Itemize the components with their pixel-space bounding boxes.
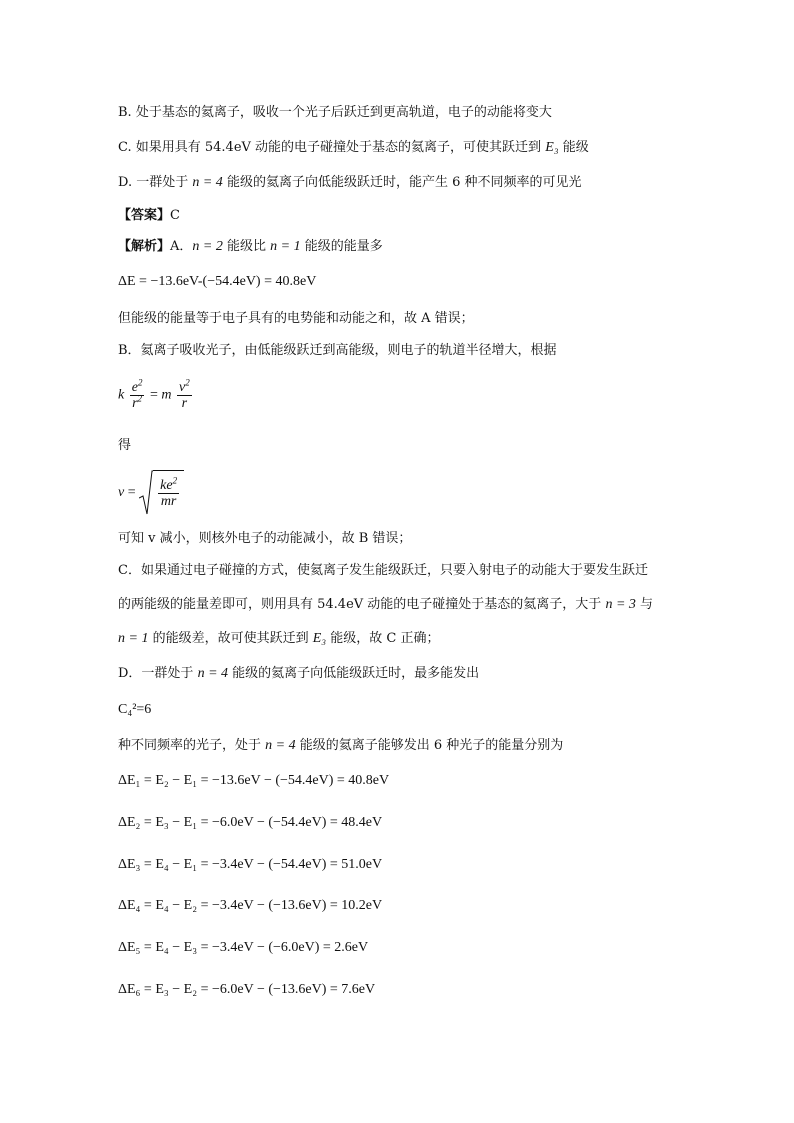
- coulomb-num-right: $v^2$: [178, 377, 190, 395]
- analysis-a-note-text: 但能级的能量等于电子具有的电势能和动能之和，故 A 错误；: [118, 311, 474, 326]
- n1-expr-c: n = 1: [118, 631, 149, 646]
- analysis-c-line3-end: 能级，故 C 正确；: [326, 631, 440, 646]
- analysis-d-line1-suffix: 能级的氦离子向低能级跃迁时，最多能发出: [228, 666, 480, 681]
- analysis-a-suffix: 能级的能量多: [300, 239, 383, 254]
- analysis-d-line1-prefix: D．一群处于: [118, 666, 198, 681]
- coulomb-num-left: $e^2$: [131, 377, 143, 395]
- velocity-radicand: [153, 470, 184, 516]
- coulomb-equals: =: [149, 387, 158, 403]
- n4-expr: n = 4: [192, 175, 223, 190]
- energy-equation-1: ΔE₁ = E₂ − E₁ = −13.6eV − (−54.4eV) = 40.8eV: [118, 773, 390, 788]
- energy-equation-4: ΔE₄ = E₄ − E₂ = −3.4eV − (−13.6eV) = 10.2eV: [118, 898, 383, 913]
- coulomb-equation: [118, 377, 194, 420]
- answer-value: C: [170, 208, 180, 223]
- coulomb-den-left: $r^2$: [132, 393, 143, 411]
- velocity-sqrt: [139, 470, 184, 516]
- n4-expr-d: n = 4: [197, 666, 229, 681]
- velocity-v: v: [118, 485, 125, 500]
- energy-equation: [118, 981, 375, 999]
- analysis-b-de: [118, 437, 131, 455]
- analysis-c-line2-prefix: 的两能级的能量差即可，则用具有 54.4eV 动能的电子碰撞处于基态的氦离子，大于: [118, 597, 606, 612]
- energy-equation-6: ΔE₆ = E₃ − E₂ = −6.0eV − (−13.6eV) = 7.6eV: [118, 982, 376, 997]
- velocity-equals: =: [127, 485, 140, 500]
- energy-equation: [118, 814, 382, 832]
- combination-expr: [118, 701, 151, 719]
- answer-label: 【答案】: [118, 208, 171, 223]
- coulomb-k: k: [118, 387, 125, 403]
- velocity-equation: [118, 470, 184, 516]
- analysis-d-line2-suffix: 能级的氦离子能够发出 6 种光子的能量分别为: [295, 738, 564, 753]
- analysis-a-note: [118, 310, 474, 328]
- coulomb-m: m: [161, 387, 172, 403]
- option-c-suffix: 能级: [558, 140, 589, 155]
- analysis-a-prefix: A．: [170, 239, 193, 254]
- energy-equation-5: ΔE₅ = E₄ − E₃ = −3.4eV − (−6.0eV) = 2.6eV: [118, 940, 369, 955]
- n2-expr: n = 2: [192, 239, 223, 254]
- option-b: [118, 104, 552, 122]
- analysis-b-conclusion: [118, 530, 411, 548]
- energy-equation: [118, 939, 368, 957]
- option-d-prefix: D. 一群处于: [118, 175, 193, 190]
- energy-equation: [118, 856, 382, 874]
- option-c: [118, 139, 589, 157]
- n4-expr-d2: n = 4: [265, 738, 296, 753]
- analysis-b: [118, 342, 557, 360]
- coulomb-frac-right: [177, 377, 192, 411]
- analysis-c-line1: [118, 562, 648, 580]
- analysis-c-line2-suffix: 与: [635, 597, 654, 612]
- option-d: [118, 174, 581, 192]
- velocity-den: mr: [160, 494, 177, 509]
- analysis-d-line2-prefix: 种不同频率的光子，处于: [118, 738, 266, 753]
- energy-equation: [118, 897, 382, 915]
- option-b-text: B. 处于基态的氦离子，吸收一个光子后跃迁到更高轨道，电子的动能将变大: [118, 105, 552, 120]
- analysis-c-line1-text: C．如果通过电子碰撞的方式，使氦离子发生能级跃迁，只要入射电子的动能大于要发生跃迁: [118, 563, 648, 578]
- radical-sign-icon: [139, 470, 153, 516]
- n1-expr: n = 1: [270, 239, 301, 254]
- n3-expr: n = 3: [605, 597, 636, 612]
- analysis-label: 【解析】: [118, 239, 171, 254]
- option-d-suffix: 能级的氦离子向低能级跃迁时，能产生 6 种不同频率的可见光: [222, 175, 582, 190]
- answer-line: [118, 207, 180, 225]
- option-c-text: C. 如果用具有 54.4eV 动能的电子碰撞处于基态的氦离子，可使其跃迁到: [118, 140, 546, 155]
- analysis-c-line2: [118, 596, 653, 614]
- e3-symbol: E₃: [545, 140, 559, 155]
- analysis-a: [118, 238, 383, 256]
- analysis-b-text: B．氦离子吸收光子，由低能级跃迁到高能级，则电子的轨道半径增大，根据: [118, 343, 557, 358]
- analysis-d-line2: [118, 737, 563, 755]
- analysis-b-conclusion-text: 可知 v 减小，则核外电子的动能减小，故 B 错误；: [118, 531, 412, 546]
- energy-equation: [118, 772, 389, 790]
- coulomb-den-right: r: [181, 396, 188, 411]
- equation-delta-e-text: ΔE = −13.6eV-(−54.4eV) = 40.8eV: [118, 274, 317, 289]
- analysis-c-line3: [118, 630, 440, 648]
- velocity-num: $ke^2$: [160, 475, 178, 493]
- combination-expr-text: C₄²=6: [118, 702, 152, 717]
- coulomb-frac-left: [130, 377, 145, 411]
- energy-equation-3: ΔE₃ = E₄ − E₁ = −3.4eV − (−54.4eV) = 51.0eV: [118, 857, 383, 872]
- analysis-b-de-text: 得: [118, 438, 132, 453]
- velocity-frac: [158, 475, 179, 509]
- energy-equation-2: ΔE₂ = E₃ − E₁ = −6.0eV − (−54.4eV) = 48.4eV: [118, 815, 383, 830]
- equation-delta-e: [118, 273, 316, 291]
- analysis-c-line3-mid: 的能级差，故可使其跃迁到: [148, 631, 313, 646]
- analysis-d-line1: [118, 665, 479, 683]
- e3-symbol-c: E₃: [312, 631, 327, 646]
- analysis-a-mid: 能级比: [222, 239, 271, 254]
